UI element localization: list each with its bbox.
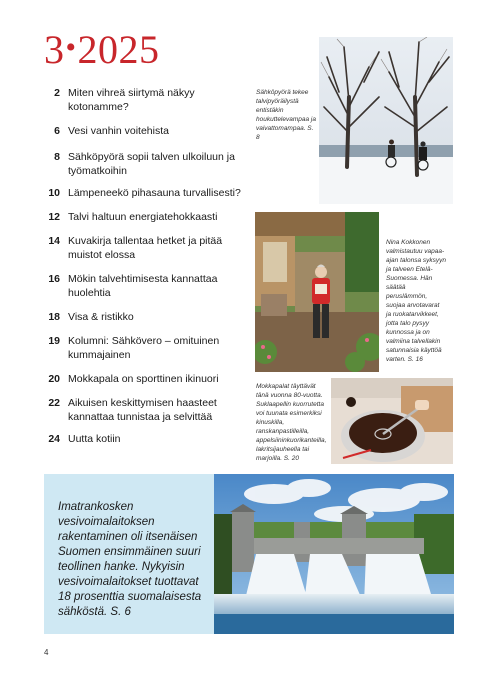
bike-caption: Sähköpyörä tekee talvipyöräilystä entistäkin houkuttelevampaa ja vaivattomampaa. S. 8 bbox=[256, 89, 316, 141]
toc-title: Talvi haltuun energiatehokkaasti bbox=[68, 211, 218, 223]
toc-page: 20 bbox=[48, 373, 60, 385]
toc-page: 12 bbox=[48, 211, 60, 223]
toc-title: Uutta kotiin bbox=[68, 433, 121, 445]
issue-number bbox=[44, 27, 160, 72]
feature-text: Imatrankosken vesivoimalaitoksen rakentaminen oli itsenäisen Suomen ensimmäinen suuri teollinen hanke. Nykyisin vesivoimalaitokset tuottavat 18 prosenttia suomalaisesta sähköstä. S. 6 bbox=[58, 501, 202, 618]
toc-item[interactable] bbox=[44, 124, 256, 138]
issue-dot: • bbox=[65, 31, 77, 64]
page-number: 4 bbox=[44, 648, 49, 657]
feature-box bbox=[44, 474, 214, 634]
baking-photo bbox=[331, 378, 453, 464]
toc-item[interactable] bbox=[44, 396, 256, 424]
cottage-photo bbox=[255, 212, 379, 372]
toc-page: 16 bbox=[48, 273, 60, 285]
mokkapala-caption: Mokkapalat täyttävät tänä vuonna 80-vuotta. Suklaapellin kuorrutetta voi tuunata esimerkiksi kinuskilla, ranskanpastilleilla, appelsiininkuorikanteilla, lakritsijauheella tai marjoilla. S. 20 bbox=[256, 383, 327, 462]
toc-page: 24 bbox=[48, 433, 60, 445]
toc-page: 8 bbox=[54, 151, 60, 163]
toc-page: 2 bbox=[54, 87, 60, 99]
toc-title: Sähköpyörä sopii talven ulkoiluun ja työmatkoihin bbox=[68, 151, 235, 177]
toc-title: Miten vihreä siirtymä näkyy kotonamme? bbox=[68, 87, 195, 113]
toc-item[interactable] bbox=[44, 310, 256, 324]
toc-title: Vesi vanhin voitehista bbox=[68, 125, 169, 137]
winter-bike-photo bbox=[319, 37, 453, 204]
toc-item[interactable] bbox=[44, 186, 256, 200]
toc-title: Aikuisen keskittymisen haasteet kannattaa tunnistaa ja selvittää bbox=[68, 397, 217, 423]
issue-num: 3 bbox=[44, 27, 65, 72]
toc-item[interactable] bbox=[44, 272, 256, 300]
issue-year: 2025 bbox=[77, 27, 160, 72]
toc-item[interactable] bbox=[44, 86, 256, 114]
toc-item[interactable] bbox=[44, 150, 256, 178]
toc-page: 18 bbox=[48, 311, 60, 323]
toc-item[interactable] bbox=[44, 372, 256, 386]
toc-title: Mökin talvehtimisesta kannattaa huolehtia bbox=[68, 273, 218, 299]
toc-title: Visa & ristikko bbox=[68, 311, 134, 323]
toc-item[interactable] bbox=[44, 334, 256, 362]
toc-title: Kuvakirja tallentaa hetket ja pitää muistot elossa bbox=[68, 235, 223, 261]
toc-page: 22 bbox=[48, 397, 60, 409]
toc-title: Kolumni: Sähkövero – omituinen kummajainen bbox=[68, 335, 220, 361]
toc-title: Lämpeneekö pihasauna turvallisesti? bbox=[68, 187, 241, 199]
toc-page: 10 bbox=[48, 187, 60, 199]
toc-item[interactable] bbox=[44, 432, 256, 446]
toc-item[interactable] bbox=[44, 210, 256, 224]
hydropower-plant-photo bbox=[214, 474, 454, 634]
toc-page: 6 bbox=[54, 125, 60, 137]
toc-page: 19 bbox=[48, 335, 60, 347]
toc-title: Mokkapala on sporttinen ikinuori bbox=[68, 373, 219, 385]
toc-item[interactable] bbox=[44, 234, 256, 262]
toc-page: 14 bbox=[48, 235, 60, 247]
cottage-caption: Nina Kokkonen valmistautuu vapaa-ajan talonsa syksyyn ja talveen Etelä-Suomessa. Hän säätää peruslämmön, suojaa arvotavarat ja ruokatarvikkeet, jotta talo pysyy kunnossa ja on valmiina talvellakin satunnaisia käyttöä varten. S. 16 bbox=[386, 239, 446, 363]
